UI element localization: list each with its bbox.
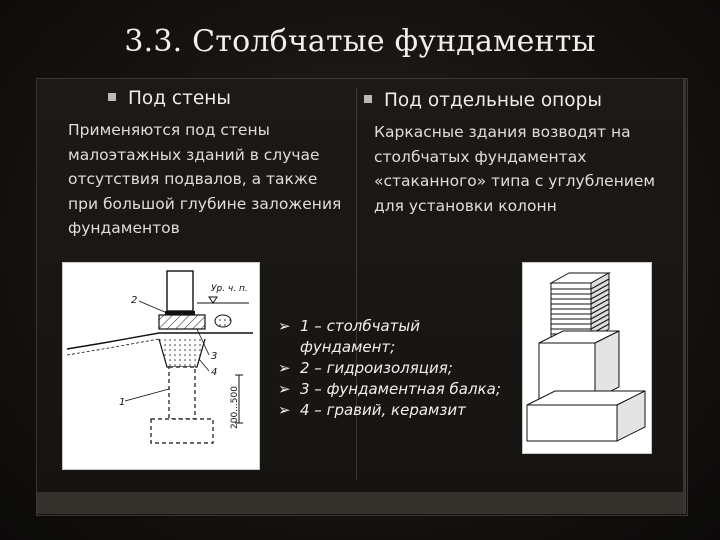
gravel-shape (215, 315, 231, 327)
panel-bottom-stripe (36, 492, 686, 514)
legend-item-text: 3 – фундаментная балка; (300, 380, 501, 398)
bullet-square-icon (108, 93, 116, 101)
foundation-section-svg (63, 263, 259, 469)
legend-item (278, 400, 508, 421)
right-heading-label: Под отдельные опоры (384, 90, 602, 111)
hydro-insulation-line (165, 311, 195, 315)
legend-item (278, 316, 508, 358)
level-mark-label: Ур. ч. п. (211, 284, 248, 294)
glass-block-shape (539, 331, 619, 399)
right-heading (364, 90, 602, 111)
column-divider (356, 88, 357, 480)
legend-item (278, 358, 508, 379)
callout-2: 2 (131, 295, 138, 306)
column-pit-shape (159, 339, 205, 367)
foundation-beam-shape (159, 315, 205, 329)
callout-1: 1 (119, 397, 126, 408)
column-shape (169, 367, 195, 419)
footing-shape (151, 419, 213, 443)
footing-slab-shape (527, 391, 645, 441)
legend-item-text: 1 – столбчатый фундамент; (300, 317, 420, 356)
legend-item-text: 2 – гидроизоляция; (300, 359, 453, 377)
right-body-text: Каркасные здания возводят на столбчатых фундаментах «стаканного» типа с углублением для установки колонн (374, 123, 656, 215)
left-heading (108, 88, 231, 109)
glass-foundation-svg (523, 263, 651, 453)
legend-list (278, 316, 508, 421)
wall-shape (167, 271, 193, 311)
legend-item (278, 379, 508, 400)
callout-4: 4 (211, 367, 218, 378)
arrow-bullet-icon: ➢ (278, 317, 291, 335)
arrow-bullet-icon: ➢ (278, 359, 291, 377)
legend-item-text: 4 – гравий, керамзит (300, 401, 466, 419)
glass-type-foundation-drawing (522, 262, 652, 454)
left-heading-label: Под стены (128, 88, 231, 109)
arrow-bullet-icon: ➢ (278, 380, 291, 398)
slide-title: 3.3. Столбчатые фундаменты (124, 24, 596, 59)
arrow-bullet-icon: ➢ (278, 401, 291, 419)
bullet-square-icon (364, 95, 372, 103)
callout-3: 3 (211, 351, 218, 362)
foundation-under-wall-drawing (62, 262, 260, 470)
dimension-label: 200...500 (230, 386, 240, 429)
left-body-text: Применяются под стены малоэтажных зданий в случае отсутствия подвалов, а также при большой глубине заложения фундаментов (68, 121, 342, 237)
panel-right-edge (683, 78, 686, 514)
